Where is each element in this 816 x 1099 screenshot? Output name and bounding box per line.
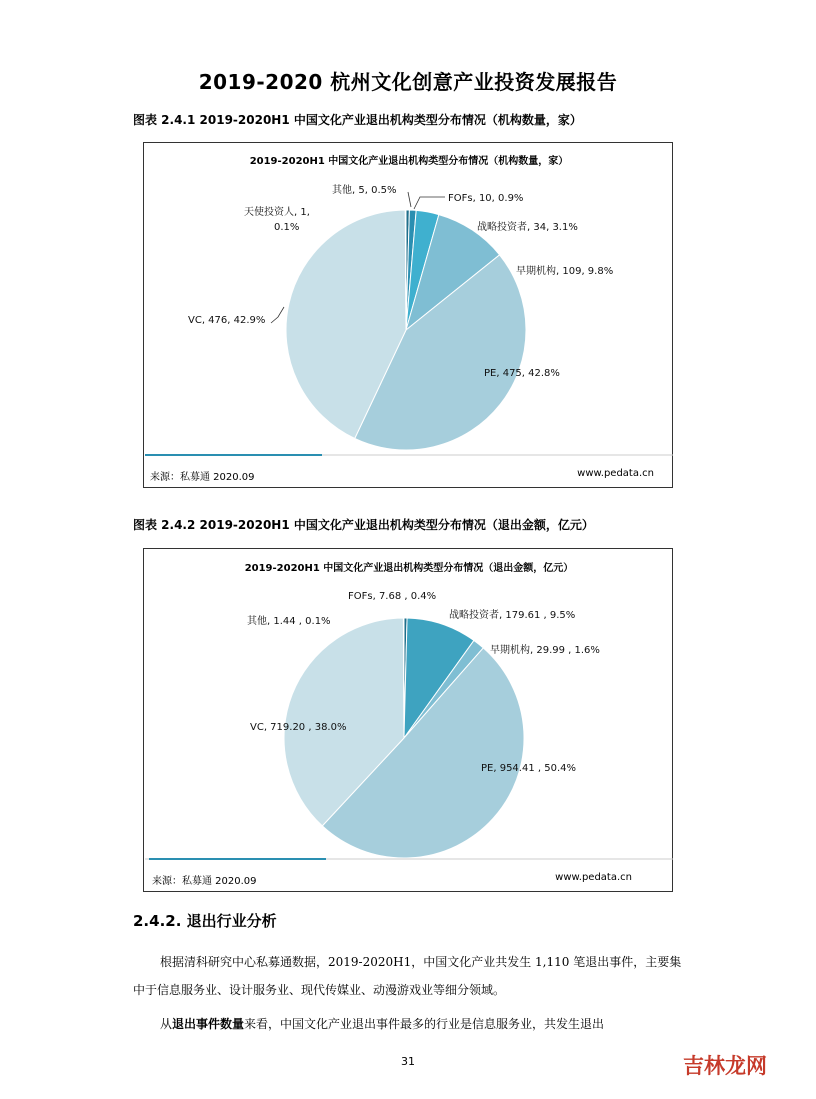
document-title: 2019-2020 杭州文化创意产业投资发展报告 (198, 70, 618, 94)
pie-1-leader-fofs (414, 197, 445, 209)
pie-1-leader-other (408, 192, 411, 207)
pie-1-label-early: 早期机构, 109, 9.8% (516, 266, 614, 277)
pie-1-label-other: 其他, 5, 0.5% (332, 185, 397, 196)
pie-1-label-fofs: FOFs, 10, 0.9% (448, 193, 524, 204)
figure-1-caption: 图表 2.4.1 2019-2020H1 中国文化产业退出机构类型分布情况（机构数量，家） (133, 113, 582, 127)
pie-2-label-fofs: FOFs, 7.68 , 0.4% (348, 591, 437, 602)
figure-1-source: 来源：私募通 2020.09 (150, 472, 255, 483)
pie-1-label-pe: PE, 475, 42.8% (484, 368, 560, 379)
p2-rest: 来看，中国文化产业退出事件最多的行业是信息服务业，共发生退出 (244, 1017, 605, 1031)
pie-chart-2 (144, 549, 674, 893)
pie-2-label-pe: PE, 954.41 , 50.4% (481, 763, 576, 774)
pie-1-label-angel: 天使投资人, 1, (244, 207, 310, 218)
pie-2-label-early: 早期机构, 29.99 , 1.6% (490, 645, 600, 656)
pie-2-label-strategic: 战略投资者, 179.61 , 9.5% (449, 610, 576, 621)
figure-1-chart (143, 142, 673, 488)
pie-1-leader-vc (271, 307, 284, 323)
figure-1-site: www.pedata.cn (577, 468, 654, 479)
pie-1-label-angel-pct: 0.1% (274, 222, 300, 233)
pie-2-slices (284, 618, 524, 858)
pie-2-label-vc: VC, 719.20 , 38.0% (250, 722, 347, 733)
pie-chart-1 (144, 143, 674, 489)
watermark-logo: 吉林龙网 (683, 1054, 767, 1078)
body-paragraph-1: 根据清科研究中心私募通数据，2019-2020H1，中国文化产业共发生 1,110 笔退出事件，主要集中于信息服务业、设计服务业、现代传媒业、动漫游戏业等细分领域。 (133, 955, 682, 997)
pie-2-label-other: 其他, 1.44 , 0.1% (247, 616, 331, 627)
p2-prefix: 从 (160, 1017, 173, 1031)
body-paragraph-2 (133, 1010, 688, 1038)
pie-1-label-strategic: 战略投资者, 34, 3.1% (477, 222, 578, 233)
chart-1-title: 2019-2020H1 中国文化产业退出机构类型分布情况（机构数量，家） (249, 156, 569, 167)
figure-2-chart (143, 548, 673, 892)
pie-slice-6 (403, 618, 404, 738)
pie-1-slices (286, 210, 526, 450)
figure-2-caption: 图表 2.4.2 2019-2020H1 中国文化产业退出机构类型分布情况（退出金额，亿元） (133, 518, 594, 532)
page-number: 31 (401, 1055, 415, 1068)
pie-slice-7 (405, 210, 406, 330)
section-heading: 2.4.2. 退出行业分析 (133, 912, 277, 930)
pie-1-label-vc: VC, 476, 42.9% (188, 315, 266, 326)
chart-2-title: 2019-2020H1 中国文化产业退出机构类型分布情况（退出金额，亿元） (244, 563, 574, 574)
figure-2-source: 来源：私募通 2020.09 (152, 876, 257, 887)
p2-emphasis: 退出事件数量 (172, 1017, 245, 1031)
figure-2-site: www.pedata.cn (555, 872, 632, 883)
